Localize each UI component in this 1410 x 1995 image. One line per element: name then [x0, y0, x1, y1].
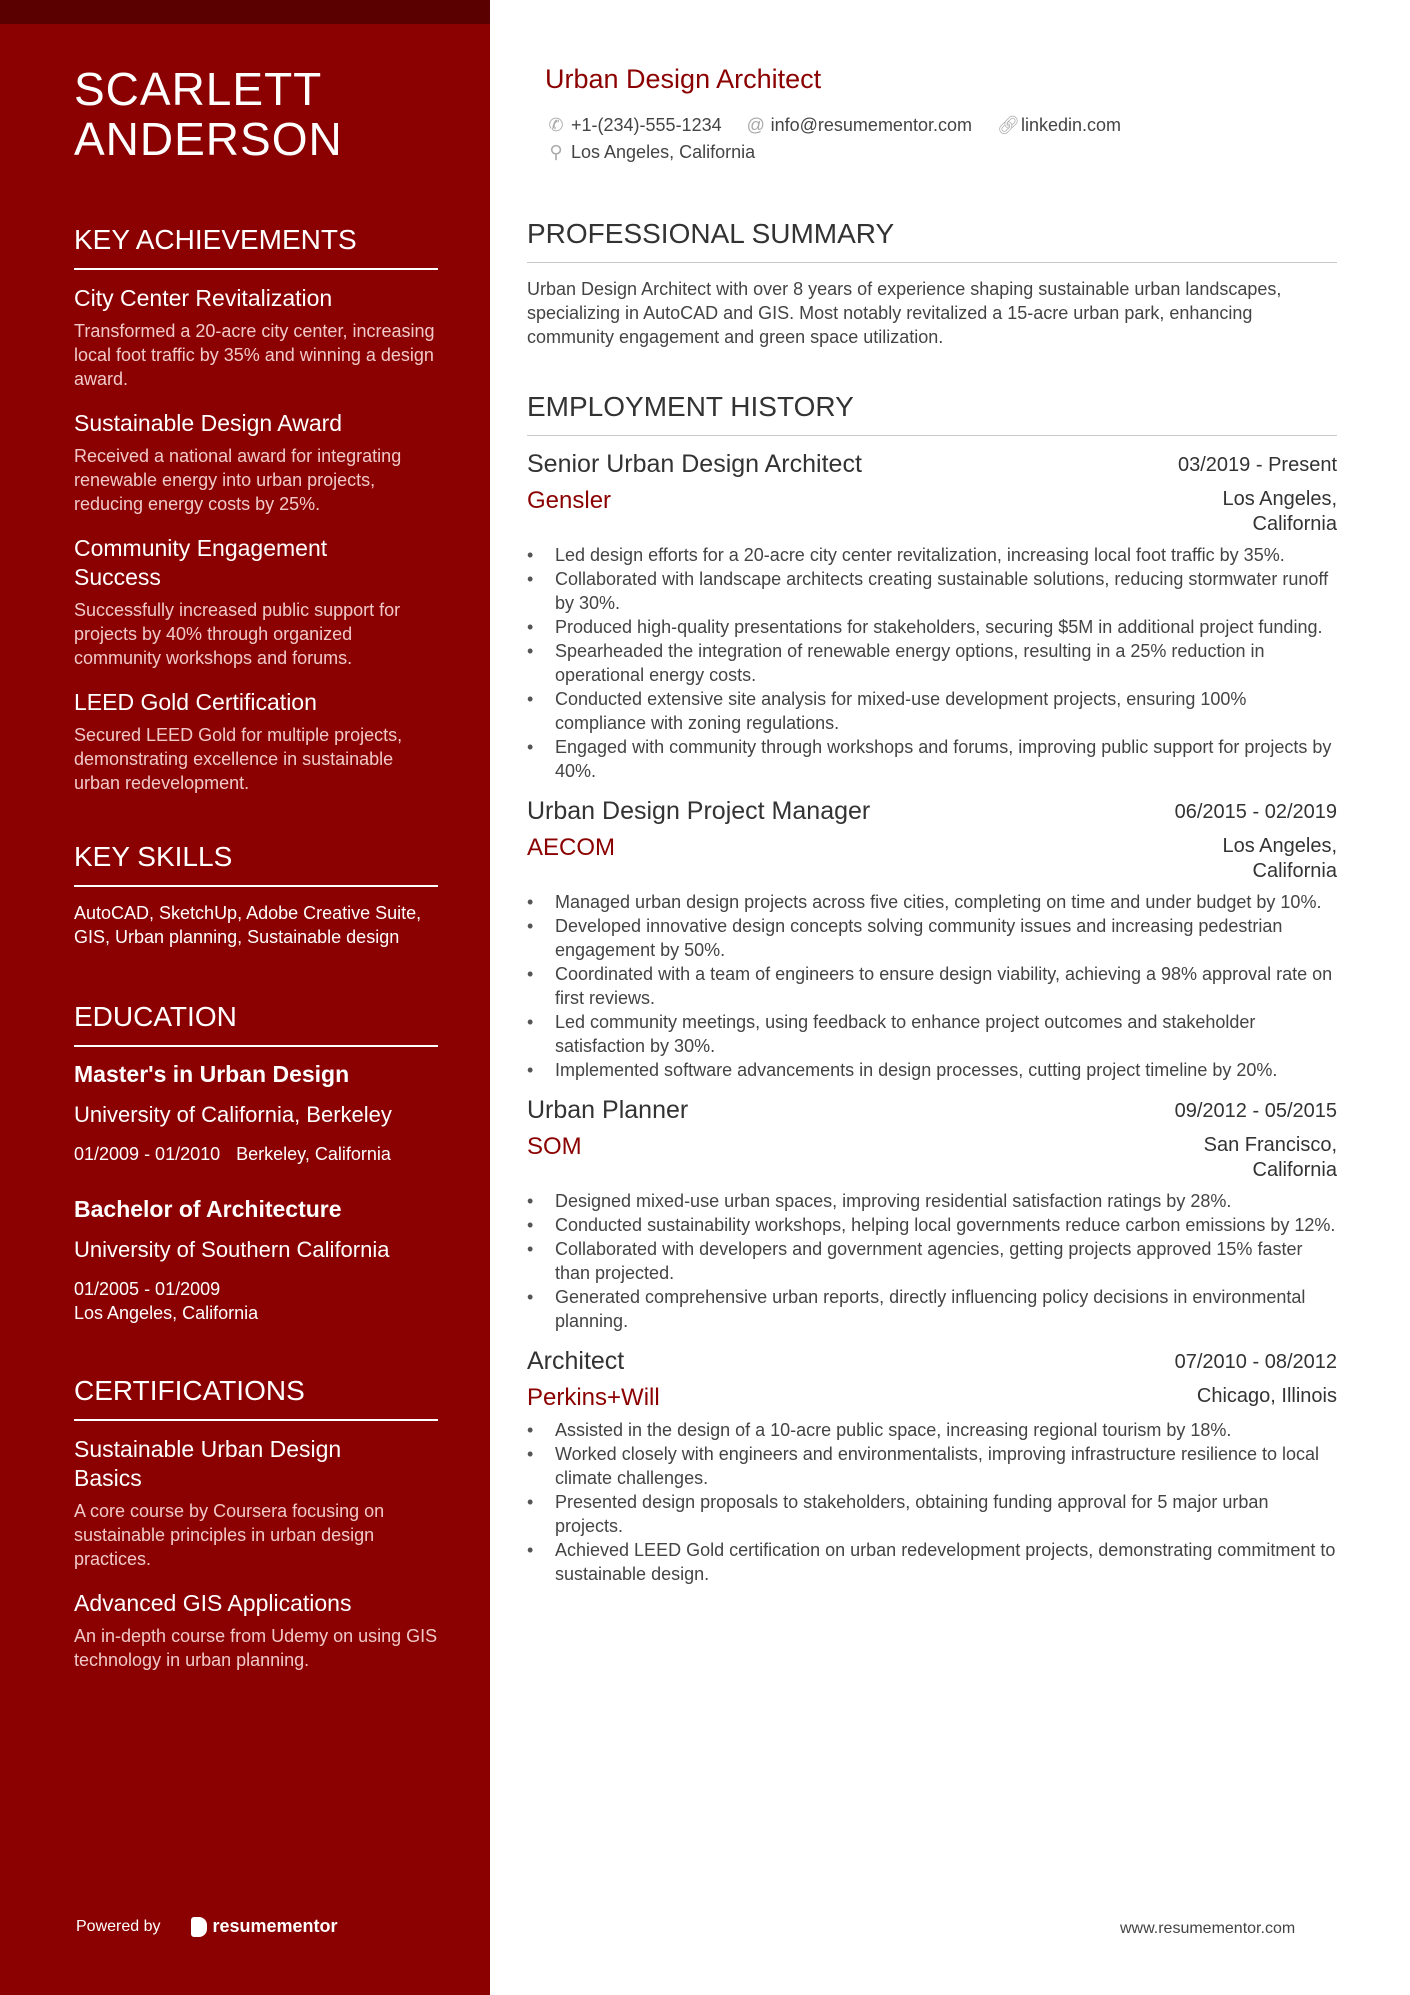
job-bullet: • Produced high-quality presentations for stakeholders, securing $5M in additional project funding.	[527, 615, 1337, 639]
phone-text: +1-(234)-555-1234	[571, 115, 722, 135]
job-dates: 03/2019 - Present	[1178, 454, 1337, 476]
job-role: Architect	[527, 1347, 625, 1375]
brand-logo	[191, 1916, 338, 1937]
skills-list: AutoCAD, SketchUp, Adobe Creative Suite, GIS, Urban planning, Sustainable design	[74, 903, 422, 947]
job-company: Gensler	[527, 487, 612, 514]
education-item	[74, 1061, 438, 1166]
achievement-item	[74, 284, 438, 391]
key-achievements-heading: KEY ACHIEVEMENTS	[74, 224, 438, 270]
professional-summary-section	[527, 218, 1337, 349]
job-role: Urban Design Project Manager	[527, 797, 871, 825]
job-bullet: • Developed innovative design concepts solving community issues and increasing pedestrian engagement by 50%.	[527, 914, 1337, 962]
job-company: AECOM	[527, 834, 616, 861]
brand-logo-icon	[191, 1917, 207, 1937]
job-bullet: • Worked closely with engineers and environmentalists, improving infrastructure resilience to local climate challenges.	[527, 1442, 1337, 1490]
certification-item	[74, 1435, 438, 1571]
job-bullets	[527, 543, 1337, 783]
job-bullet: • Implemented software advancements in design processes, cutting project timeline by 20%.	[527, 1058, 1337, 1082]
edu-location: Berkeley, California	[236, 1144, 391, 1164]
link-icon: 🔗︎	[997, 115, 1020, 135]
achievement-title: LEED Gold Certification	[74, 689, 317, 715]
job-bullet: • Achieved LEED Gold certification on urban redevelopment projects, demonstrating commitment to sustainable design.	[527, 1538, 1337, 1586]
job-bullet: • Conducted sustainability workshops, helping local governments reduce carbon emissions by 12%.	[527, 1213, 1337, 1237]
education-heading: EDUCATION	[74, 1001, 438, 1047]
certification-title: Sustainable Urban Design Basics	[74, 1436, 342, 1491]
phone-icon: ✆	[548, 115, 564, 135]
certification-desc: An in-depth course from Udemy on using GIS technology in urban planning.	[74, 1626, 438, 1670]
edu-degree: Bachelor of Architecture	[74, 1196, 342, 1222]
job-company: SOM	[527, 1133, 582, 1160]
job-bullet: • Assisted in the design of a 10-acre public space, increasing regional tourism by 18%.	[527, 1418, 1337, 1442]
job-location: Los Angeles, California	[1222, 835, 1337, 882]
employment-history-section	[527, 391, 1337, 1586]
summary-heading: PROFESSIONAL SUMMARY	[527, 218, 1337, 263]
achievement-desc: Transformed a 20-acre city center, increasing local foot traffic by 35% and winning a design award.	[74, 321, 435, 389]
summary-text: Urban Design Architect with over 8 years of experience shaping sustainable urban landscapes, specializing in AutoCAD and GIS. Most notably revitalized a 15-acre urban park, enhancing community engagement and green space utilization.	[527, 279, 1282, 347]
edu-meta	[74, 1142, 438, 1166]
sidebar-top-bar	[0, 0, 490, 24]
edu-school: University of Southern California	[74, 1237, 390, 1262]
achievement-desc: Received a national award for integrating renewable energy into urban projects, reducing energy costs by 25%.	[74, 446, 402, 514]
last-name: ANDERSON	[74, 113, 343, 165]
achievement-item	[74, 688, 438, 795]
achievement-title: City Center Revitalization	[74, 285, 333, 311]
job-location: Chicago, Illinois	[1196, 1385, 1337, 1407]
job-header	[527, 797, 1337, 826]
achievement-item	[74, 409, 438, 516]
contact-info	[547, 112, 1337, 166]
job-bullet: • Collaborated with landscape architects creating sustainable solutions, reducing stormwater runoff by 30%.	[527, 567, 1337, 615]
job-subheader	[527, 1376, 1337, 1412]
job-header	[527, 1096, 1337, 1125]
job-location: Los Angeles, California	[1222, 488, 1337, 535]
job-bullet: • Managed urban design projects across five cities, completing on time and under budget by 10%.	[527, 890, 1337, 914]
job-location: San Francisco, California	[1203, 1134, 1337, 1181]
certifications-section	[74, 1375, 438, 1672]
edu-dates: 01/2005 - 01/2009	[74, 1279, 221, 1299]
job-bullet: • Spearheaded the integration of renewable energy options, resulting in a 25% reduction in operational energy costs.	[527, 639, 1337, 687]
job-entry	[527, 450, 1337, 783]
job-bullet: • Led community meetings, using feedback to enhance project outcomes and stakeholder satisfaction by 30%.	[527, 1010, 1337, 1058]
job-bullet: • Led design efforts for a 20-acre city center revitalization, increasing local foot traffic by 35%.	[527, 543, 1337, 567]
at-icon: @	[746, 115, 765, 135]
job-header	[527, 450, 1337, 479]
achievement-desc: Successfully increased public support for projects by 40% through organized community workshops and forums.	[74, 600, 401, 668]
key-skills-section	[74, 841, 438, 949]
achievement-item	[74, 534, 438, 670]
job-bullets	[527, 890, 1337, 1082]
sidebar	[0, 0, 490, 1995]
edu-degree: Master's in Urban Design	[74, 1061, 350, 1087]
job-header	[527, 1347, 1337, 1376]
job-role: Senior Urban Design Architect	[527, 450, 862, 478]
key-achievements-section	[74, 224, 438, 795]
job-bullet: • Engaged with community through workshops and forums, improving public support for projects by 40%.	[527, 735, 1337, 783]
achievement-title: Community Engagement Success	[74, 535, 328, 590]
certification-title: Advanced GIS Applications	[74, 1590, 352, 1616]
headline-job-title: Urban Design Architect	[545, 64, 822, 94]
job-bullet: • Collaborated with developers and government agencies, getting projects approved 15% faster than projected.	[527, 1237, 1337, 1285]
job-role: Urban Planner	[527, 1096, 689, 1124]
job-subheader	[527, 479, 1337, 537]
contact-email[interactable]	[747, 112, 972, 139]
job-dates: 06/2015 - 02/2019	[1174, 801, 1337, 823]
first-name: SCARLETT	[74, 63, 323, 115]
job-entry	[527, 1347, 1337, 1586]
job-entry	[527, 797, 1337, 1082]
achievement-desc: Secured LEED Gold for multiple projects, demonstrating excellence in sustainable urban redevelopment.	[74, 725, 403, 793]
job-bullet: • Conducted extensive site analysis for mixed-use development projects, ensuring 100% compliance with zoning regulations.	[527, 687, 1337, 735]
powered-by	[76, 1916, 338, 1937]
job-bullet: • Coordinated with a team of engineers to ensure design viability, achieving a 98% approval rate on first reviews.	[527, 962, 1337, 1010]
candidate-name	[74, 64, 438, 164]
certifications-heading: CERTIFICATIONS	[74, 1375, 438, 1421]
email-text: info@resumementor.com	[770, 115, 972, 135]
job-subheader	[527, 1125, 1337, 1183]
location-text: Los Angeles, California	[571, 142, 756, 162]
contact-phone	[547, 112, 722, 139]
contact-linkedin[interactable]	[997, 112, 1121, 139]
job-dates: 09/2012 - 05/2015	[1174, 1100, 1337, 1122]
job-bullet: • Generated comprehensive urban reports, directly influencing policy decisions in environmental planning.	[527, 1285, 1337, 1333]
job-entry	[527, 1096, 1337, 1333]
brand-name: resumementor	[212, 1916, 338, 1936]
footer-url[interactable]: www.resumementor.com	[1120, 1920, 1296, 1937]
linkedin-text: linkedin.com	[1021, 115, 1122, 135]
edu-meta	[74, 1277, 438, 1325]
jobs-list	[527, 450, 1337, 1586]
education-item	[74, 1196, 438, 1325]
edu-location: Los Angeles, California	[74, 1303, 259, 1323]
job-bullet: • Designed mixed-use urban spaces, improving residential satisfaction ratings by 28%.	[527, 1189, 1337, 1213]
pin-icon: ⚲	[549, 142, 563, 162]
achievement-title: Sustainable Design Award	[74, 410, 343, 436]
job-bullets	[527, 1189, 1337, 1333]
edu-school: University of California, Berkeley	[74, 1102, 392, 1127]
contact-location	[547, 139, 755, 166]
job-dates: 07/2010 - 08/2012	[1174, 1351, 1337, 1373]
employment-heading: EMPLOYMENT HISTORY	[527, 391, 1337, 436]
sidebar-content	[74, 64, 438, 1690]
edu-dates: 01/2009 - 01/2010	[74, 1144, 221, 1164]
key-skills-heading: KEY SKILLS	[74, 841, 438, 887]
powered-by-label: Powered by	[76, 1917, 161, 1935]
education-section	[74, 1001, 438, 1325]
job-bullets	[527, 1418, 1337, 1586]
certification-item	[74, 1589, 438, 1672]
job-subheader	[527, 826, 1337, 884]
job-company: Perkins+Will	[527, 1384, 660, 1411]
job-bullet: • Presented design proposals to stakeholders, obtaining funding approval for 5 major urban projects.	[527, 1490, 1337, 1538]
certification-desc: A core course by Coursera focusing on sustainable principles in urban design practices.	[74, 1501, 385, 1569]
